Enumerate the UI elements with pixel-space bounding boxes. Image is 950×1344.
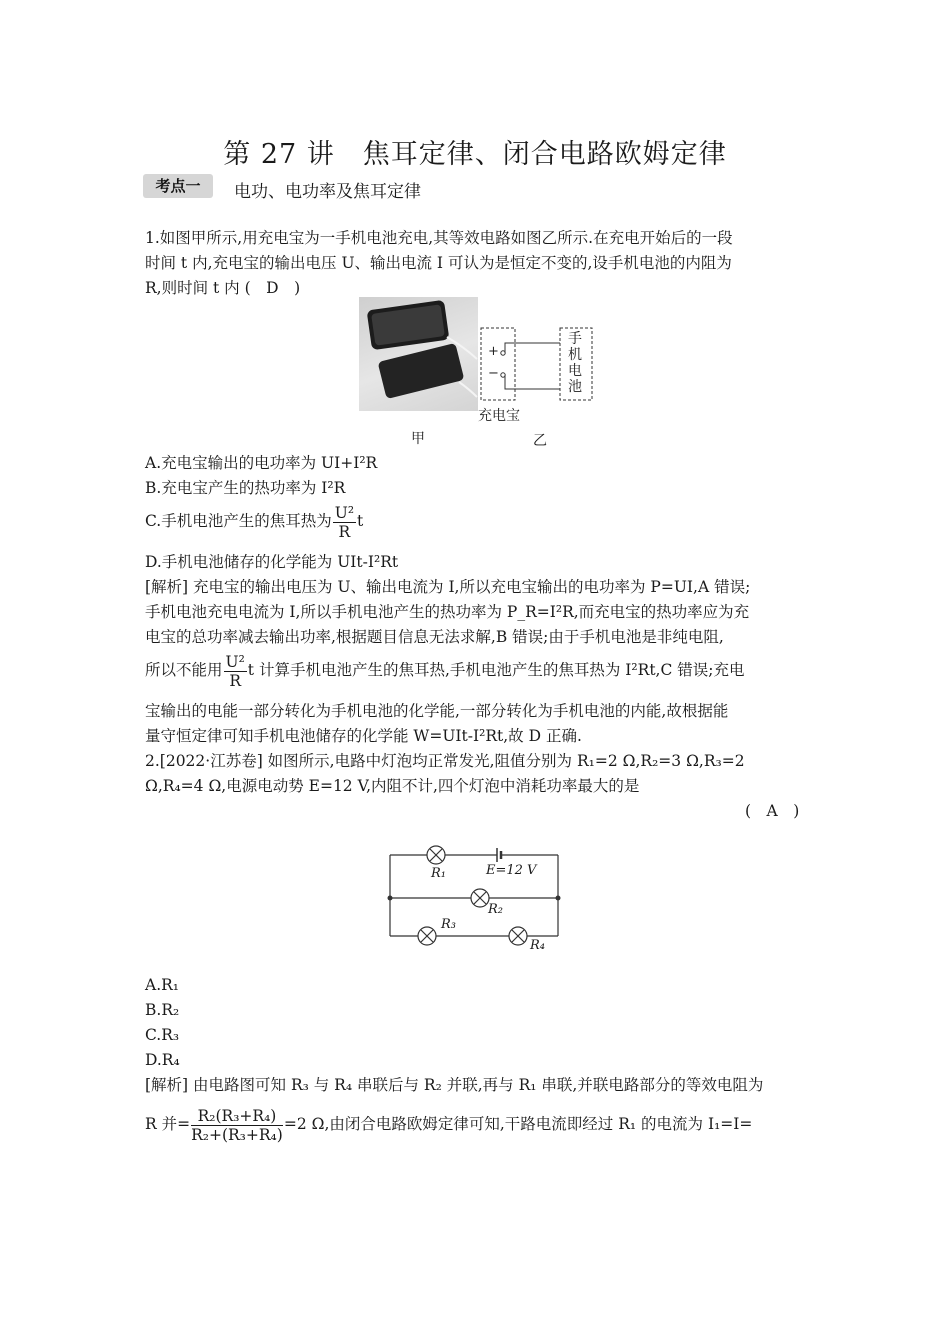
circuit-label-r4: R₄: [530, 938, 545, 953]
parallel-resistance-fraction: $\frac{\text{R₂(R₃+R₄)}}{\text{R₂+(R₃+R₄)}}$: [191, 1106, 283, 1144]
q1-option-c: C.手机电池产生的焦耳热为 $\frac{\text{U²}}{R}$ t: [145, 503, 364, 541]
page-title: 第 27 讲 焦耳定律、闭合电路欧姆定律: [223, 139, 727, 170]
figure-label-jia: 甲: [411, 431, 425, 447]
figure-label-yi: 乙: [533, 433, 547, 449]
q1-stem-line-2: 时间 t 内,充电宝的输出电压 U、输出电流 I 可认为是恒定不变的,设手机电池的内阻为: [145, 254, 732, 272]
bulb-r1-icon: [427, 846, 445, 864]
phone-and-powerbank-image: [359, 297, 478, 411]
circuit-label-r1: R₁: [431, 866, 446, 881]
q2-option-d: D.R₄: [145, 1051, 180, 1069]
q2-answer: ( A ): [745, 802, 800, 820]
q2-stem-line-2: Ω,R₄=4 Ω,电源电动势 E=12 V,内阻不计,四个灯泡中消耗功率最大的是: [145, 777, 640, 795]
q1-analysis-line-6: 量守恒定律可知手机电池储存的化学能 W=UIt-I²Rt,故 D 正确.: [145, 727, 582, 745]
q2-analysis-line-2: R 并= $\frac{\text{R₂(R₃+R₄)}}{\text{R₂+(R₃+R₄)}}$ =2 Ω,由闭合电路欧姆定律可知,干路电流即经过 R₁ 的电流为 I₁=I=: [145, 1106, 753, 1144]
q1-option-a: A.充电宝输出的电功率为 UI+I²R: [145, 454, 378, 472]
q1-option-b: B.充电宝产生的热功率为 I²R: [145, 479, 346, 497]
fraction-u2-over-r-analysis: $\frac{\text{U²}}{R}$: [225, 652, 245, 690]
q2-option-b: B.R₂: [145, 1001, 180, 1019]
q1-analysis-line-3: 电宝的总功率减去输出功率,根据题目信息无法求解,B 错误;由于手机电池是非纯电阻,: [145, 628, 724, 646]
q2-stem-line-1: 2.[2022·江苏卷] 如图所示,电路中灯泡均正常发光,阻值分别为 R₁=2 Ω,R₂=3 Ω,R₃=2: [145, 752, 745, 770]
q1-stem-line-1: 1.如图甲所示,用充电宝为一手机电池充电,其等效电路如图乙所示.在充电开始后的一段: [145, 229, 733, 247]
q1-analysis-line-5: 宝输出的电能一部分转化为手机电池的化学能,一部分转化为手机电池的内能,故根据能: [145, 702, 729, 720]
q1-analysis-line-1: [解析] 充电宝的输出电压为 U、输出电流为 I,所以充电宝输出的电功率为 P=UI,A 错误;: [145, 578, 751, 596]
q2-option-c: C.R₃: [145, 1026, 180, 1044]
phone-battery-label: 手 机 电 池: [568, 331, 582, 395]
q1-analysis-line-4: 所以不能用 $\frac{\text{U²}}{R}$ t 计算手机电池产生的焦耳热,手机电池产生的焦耳热为 I²Rt,C 错误;充电: [145, 652, 745, 690]
fraction-u2-over-r: $\frac{\text{U²}}{R}$: [334, 503, 355, 541]
circuit-label-r3: R₃: [441, 917, 456, 932]
circuit-label-r2: R₂: [488, 902, 503, 917]
bulb-r2-icon: [471, 889, 489, 907]
section-heading: 电功、电功率及焦耳定律: [234, 182, 421, 202]
bulb-r3-icon: [418, 927, 436, 945]
charger-photo: [359, 297, 478, 411]
bulb-r4-icon: [509, 927, 527, 945]
charger-label: 充电宝: [478, 408, 520, 424]
minus-terminal-label: −: [488, 366, 499, 381]
q2-analysis-line-1: [解析] 由电路图可知 R₃ 与 R₄ 串联后与 R₂ 并联,再与 R₁ 串联,并联电路部分的等效电阻为: [145, 1076, 764, 1094]
q1-stem-line-3: R,则时间 t 内 ( D ): [145, 279, 301, 297]
section-badge: 考点一: [143, 174, 213, 198]
circuit-label-emf: E=12 V: [486, 863, 537, 878]
q2-option-a: A.R₁: [145, 976, 180, 994]
plus-terminal-label: +: [488, 344, 499, 359]
q1-analysis-line-2: 手机电池充电电流为 I,所以手机电池产生的热功率为 P_R=I²R,而充电宝的热功率应为充: [145, 603, 750, 621]
q1-option-d: D.手机电池储存的化学能为 UIt-I²Rt: [145, 553, 399, 571]
